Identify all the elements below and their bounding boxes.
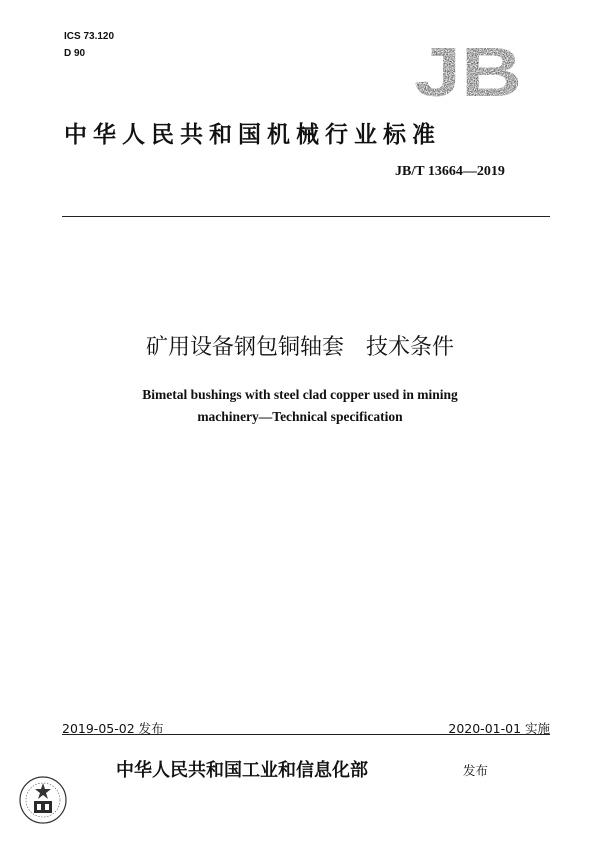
standard-code: JB/T 13664—2019 [395,164,505,179]
english-title-line1: Bimetal bushings with steel clad copper used in mining [142,387,458,402]
top-divider [62,216,550,217]
ministry-seal-icon [18,775,68,825]
chinese-title: 矿用设备钢包铜轴套 技术条件 [145,335,454,360]
jb-logo-text: JB [414,38,522,100]
standard-title: 中华人民共和国机械行业标准 [64,122,441,148]
ics-code: ICS 73.120 [64,31,115,42]
english-title-line2: machinery—Technical specification [197,409,403,424]
ccs-code: D 90 [64,48,86,59]
issuer-suffix: 发布 [463,763,489,778]
jb-logo [412,38,524,100]
english-title [0,384,600,428]
implement-date: 2020-01-01 实施 [448,721,550,736]
classification-codes [64,28,114,62]
bottom-divider [62,734,550,735]
publish-date: 2019-05-02 发布 [62,721,164,736]
issuer-name: 中华人民共和国工业和信息化部 [116,760,368,781]
